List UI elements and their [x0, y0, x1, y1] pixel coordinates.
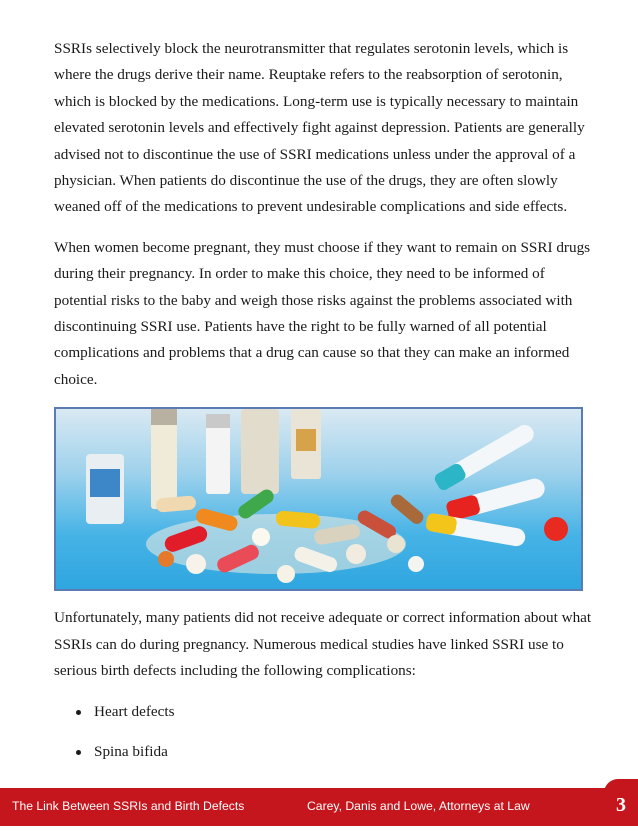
list-item-text: Spina bifida — [94, 742, 168, 760]
complications-list — [54, 699, 594, 766]
paragraph-ssri-mechanism: SSRIs selectively block the neurotransmitter that regulates serotonin levels, which is where the drugs derive their name. Reuptake refers to the reabsorption of serotonin, which is blocked by the medications. Long-term use is typically necessary to maintain elevated serotonin levels and effectively fight against depression. Patients are generally advised not to discontinue the use of SSRI medications unless under the approval of a physician. When patients do discontinue the use of the drugs, they are often slowly weaned off of the medications to prevent undesirable complications and side effects. — [54, 40, 585, 216]
pills-illustration — [56, 409, 581, 589]
paragraph-birth-defects-intro: Unfortunately, many patients did not receive adequate or correct information about what SSRIs can do during pregnancy. Numerous medical studies have linked SSRI use to serious birth defects including the following complications: — [54, 609, 592, 680]
footer-firm-name: Carey, Danis and Lowe, Attorneys at Law — [307, 799, 530, 813]
footer-document-title: The Link Between SSRIs and Birth Defects — [12, 799, 245, 813]
list-item — [54, 739, 594, 765]
page-number: 3 — [604, 779, 638, 826]
page-body — [54, 36, 594, 779]
list-item-text: Heart defects — [94, 702, 175, 720]
page-footer — [0, 788, 638, 826]
list-item — [54, 699, 594, 725]
bullet-icon — [76, 750, 81, 755]
bullet-icon — [76, 710, 81, 715]
pills-photo — [54, 407, 583, 591]
paragraph-pregnancy-choice: When women become pregnant, they must choose if they want to remain on SSRI drugs during their pregnancy. In order to make this choice, they need to be informed of potential risks to the baby and weigh those risks against the problems associated with discontinuing SSRI use. Patients have the right to be fully warned of all potential complications and problems that a drug can cause so that they can make an informed choice. — [54, 238, 591, 388]
